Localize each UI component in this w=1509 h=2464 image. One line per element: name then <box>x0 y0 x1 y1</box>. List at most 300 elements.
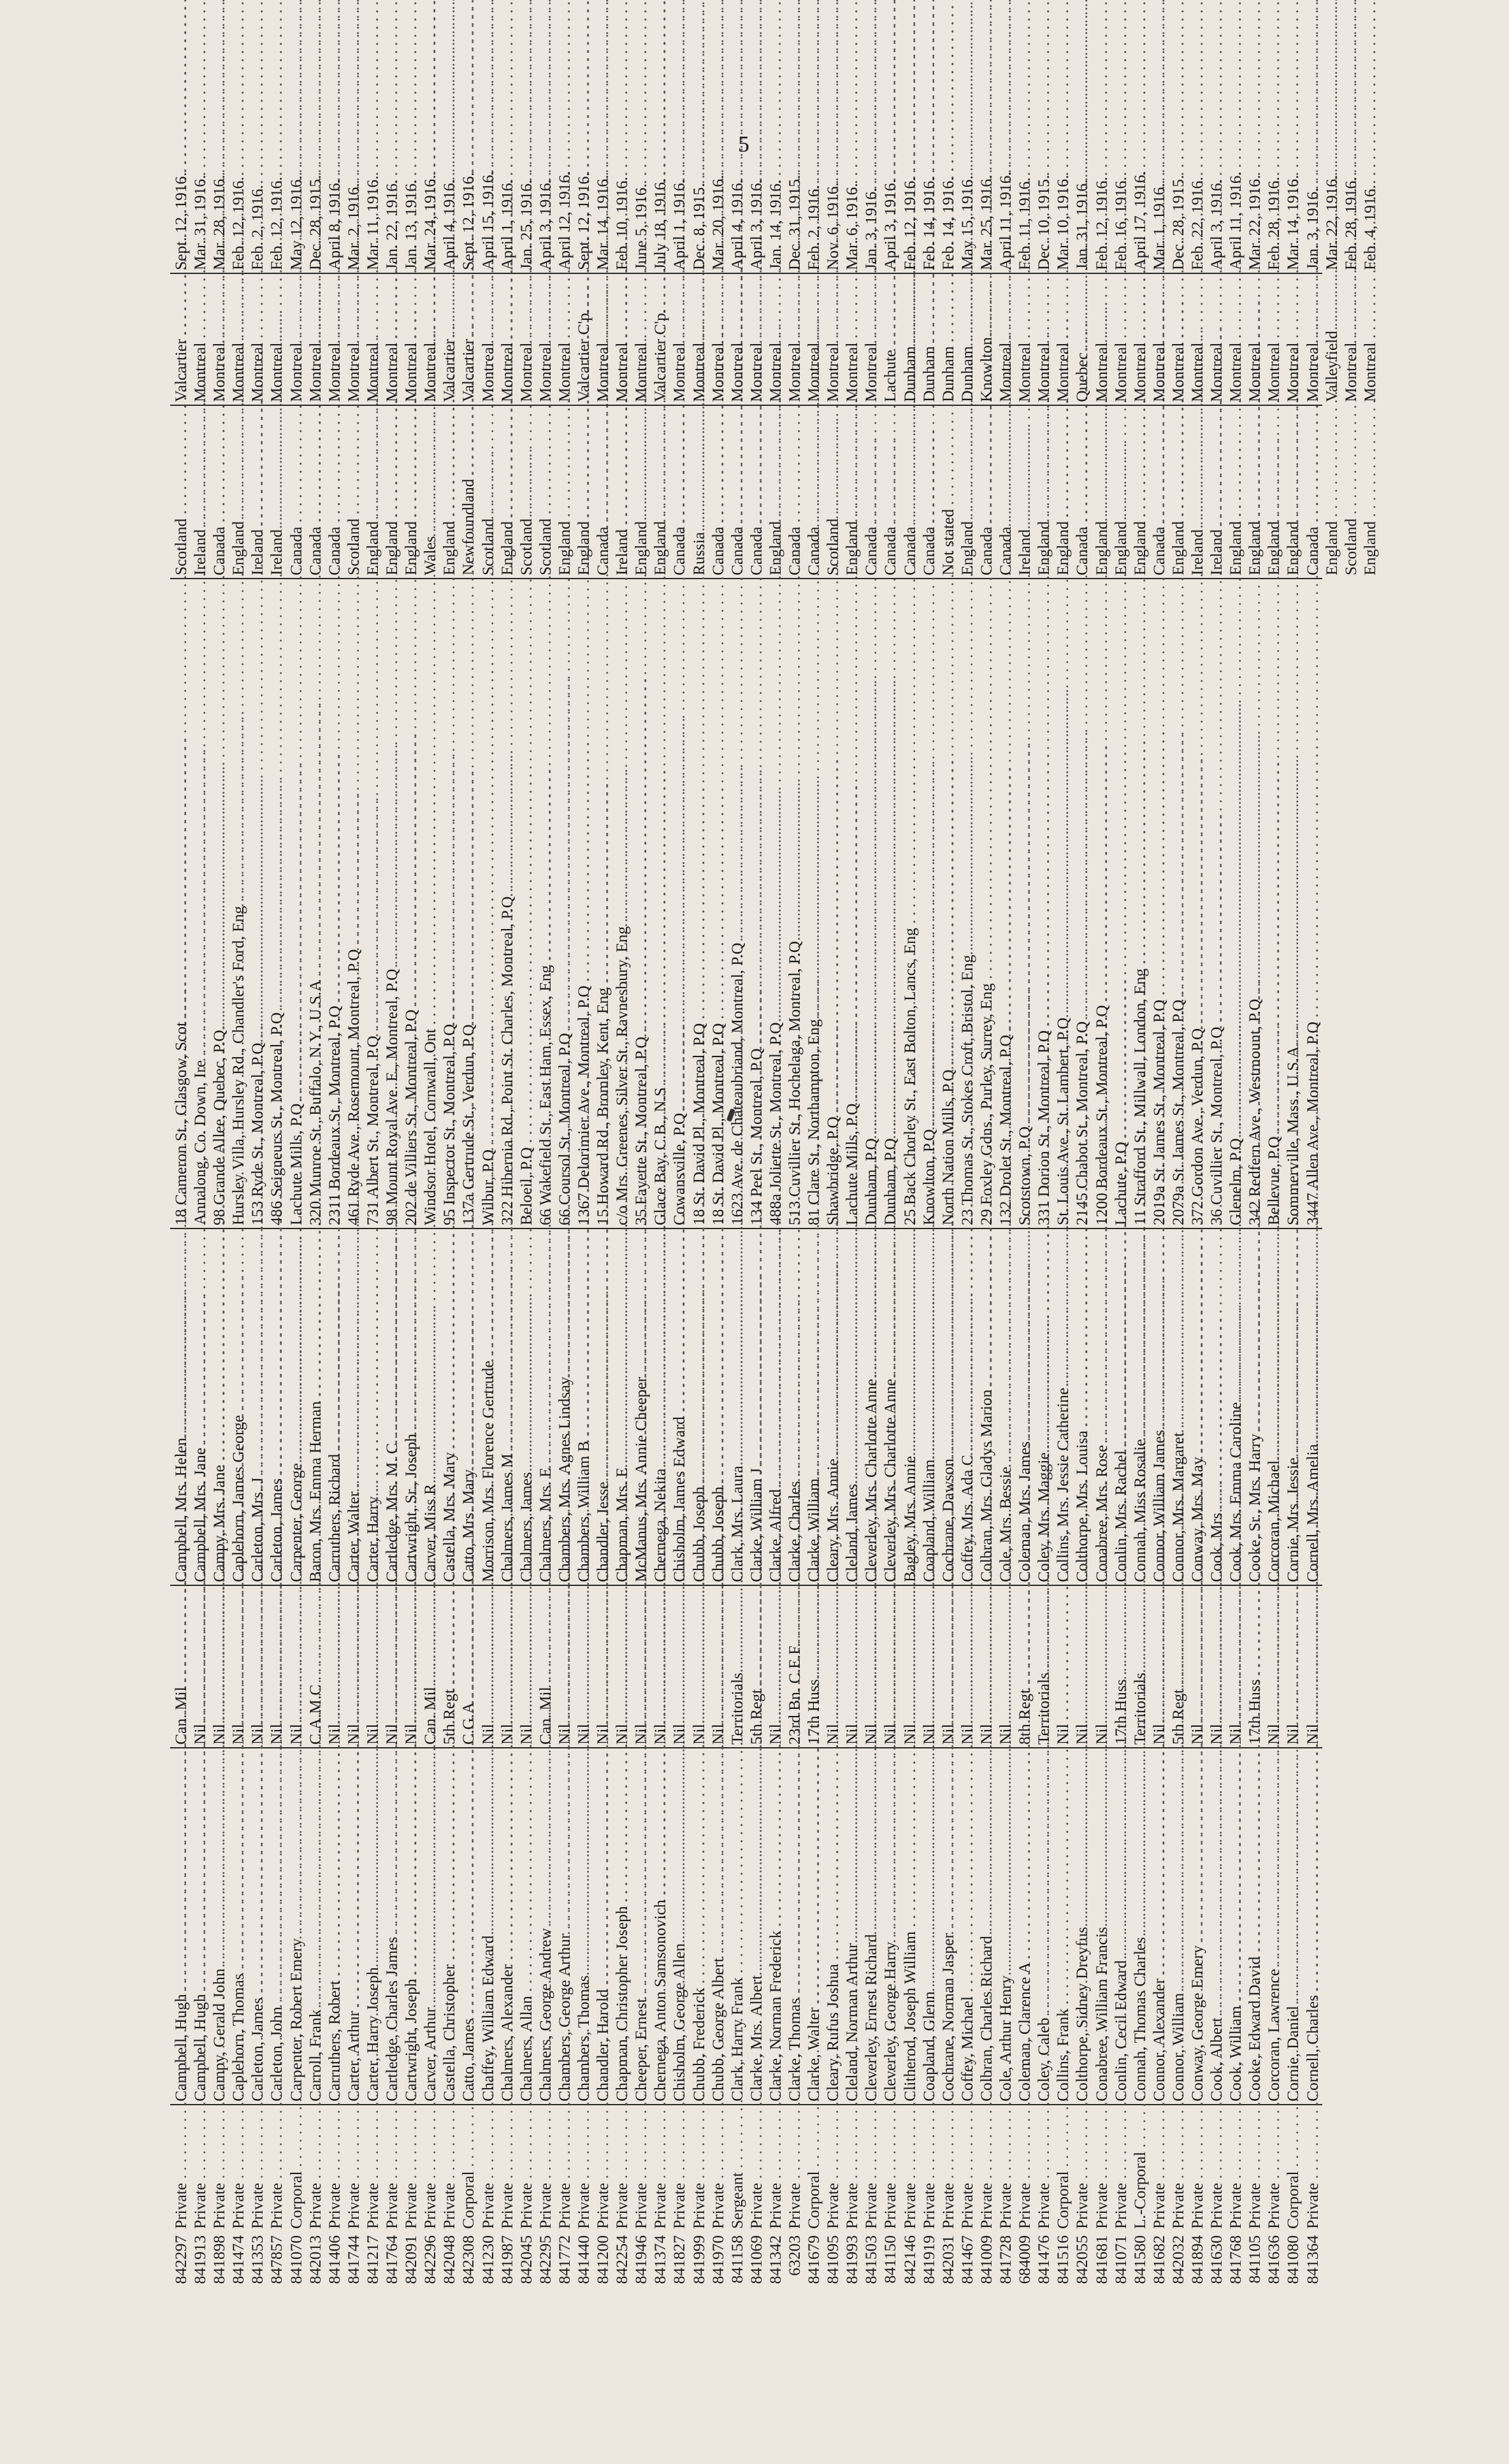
table-cell: Carpenter, George . . . <box>287 1232 306 1582</box>
table-cell: Canada . . . <box>709 408 728 575</box>
table-cell: Nil . . . <box>401 1589 421 1745</box>
table-cell: June 5, 1916. <box>632 184 651 270</box>
table-cell: Clitherod, Joseph William . . . <box>900 1751 920 2101</box>
table-cell: Knowlton, P.Q . . . <box>920 582 939 1225</box>
table-cell: 841772 <box>554 2235 574 2284</box>
table-cell: 841764 <box>382 2235 401 2284</box>
table-cell: Montreal . . . <box>709 277 728 402</box>
table-cell: Carter, Harry . . . <box>363 1232 382 1582</box>
table-cell: Valcartier . . . <box>440 277 459 402</box>
table-cell: Chandler, Harold . . . <box>593 1751 612 2101</box>
table-cell: Territorials . . . <box>728 1589 747 1745</box>
table-cell: Chisholm, James Edward . . . <box>670 1232 689 1582</box>
table-cell: 731 Albert St., Montreal, P.Q . . . <box>363 582 382 1225</box>
table-cell: England . . . <box>958 408 977 575</box>
table-cell: 8th Regt . . . <box>1015 1589 1034 1745</box>
table-cell: Carleton, James . . . <box>248 1751 267 2101</box>
table-cell: Morrison, Mrs. Florence Gertrude . . . <box>479 1232 498 1582</box>
table-cell: Campbell, Hugh . . . <box>171 1751 191 2101</box>
table-cell: Canada . . . <box>287 408 306 575</box>
table-cell: Ireland . . . <box>612 408 632 575</box>
table-cell: 842146 <box>900 2235 919 2284</box>
table-cell: Private . . . <box>421 2108 440 2229</box>
table-cell: Chalmers, George Andrew . . . <box>536 1751 555 2101</box>
table-cell: 1200 Bordeaux St., Montreal, P.Q . . . <box>1092 582 1111 1225</box>
table-cell: Carruthers, Richard . . . <box>325 1232 344 1582</box>
table-cell: Clark, Harry Frank . . . <box>728 1751 747 2101</box>
table-cell: Canada . . . <box>977 408 996 575</box>
table-cell: Private . . . <box>1150 2108 1169 2229</box>
table-cell: Montreal . . . <box>842 277 862 402</box>
table-cell: Wales . . . <box>421 408 440 575</box>
table-cell: 29 Foxley Gdns., Purley, Surrey, Eng . . . <box>977 582 996 1225</box>
table-cell: England . . . <box>498 408 517 575</box>
table-cell: Feb. 12, 1916. <box>900 177 919 270</box>
table-cell: 842032 <box>1168 2235 1187 2284</box>
table-cell: Sept. 12, 1916. <box>171 172 190 270</box>
table-cell: 98 Mount Royal Ave. E., Montreal, P.Q . . . <box>382 582 401 1225</box>
table-cell: Montreal . . . <box>267 277 286 402</box>
table-cell: Campbell, Mrs. Jane . . . <box>191 1232 210 1582</box>
table-cell: 841503 <box>862 2235 881 2284</box>
table-cell: Clarke, Charles . . . <box>785 1232 804 1582</box>
table-cell: Quebec . . . <box>1072 277 1092 402</box>
table-cell: Chalmers, Alexander . . . <box>498 1751 517 2101</box>
table-cell: 841105 <box>1245 2235 1264 2284</box>
table-cell: 842045 <box>516 2235 535 2284</box>
table-cell: 841682 <box>1149 2235 1168 2284</box>
column-address <box>170 578 1322 1228</box>
table-cell: England . . . <box>651 408 670 575</box>
table-cell: 841071 <box>1111 2235 1130 2284</box>
table-cell: England . . . <box>1245 408 1264 575</box>
table-cell: Chubb, George Albert . . . <box>709 1751 728 2101</box>
table-cell: Nil . . . <box>382 1589 401 1745</box>
table-cell: Chubb, Frederick . . . <box>690 1751 709 2101</box>
table-cell: Castella, Mrs. Mary . . . <box>440 1232 459 1582</box>
column-country-of-birth <box>170 405 1379 578</box>
table-cell: Mar. 22, 1916. <box>1322 175 1341 270</box>
table-cell: Montreal . . . <box>210 277 229 402</box>
table-cell: England . . . <box>1283 408 1303 575</box>
table-cell <box>1361 582 1380 1225</box>
table-cell: Private . . . <box>651 2108 670 2229</box>
table-cell: Cooke, Sr., Mrs. Harry . . . <box>1245 1232 1264 1582</box>
table-cell: Mar. 1, 1916. <box>1149 183 1168 270</box>
table-cell: Russia . . . <box>690 408 709 575</box>
table-cell: 134 Peel St., Montreal, P.Q . . . <box>747 582 766 1225</box>
table-cell <box>1361 2235 1380 2290</box>
table-cell: 842308 <box>459 2235 478 2284</box>
table-cell: Castella, Christopher . . . <box>440 1751 459 2101</box>
table-cell: Private . . . <box>229 2108 248 2229</box>
table-cell: Nil . . . <box>517 1589 536 1745</box>
table-cell: Montreal . . . <box>1226 277 1245 402</box>
table-cell: 1367 Delorimier Ave., Montreal, P.Q . . . <box>574 582 593 1225</box>
table-cell: Mar. 31, 1916. <box>191 175 210 270</box>
table-cell: Private . . . <box>1226 2108 1245 2229</box>
table-cell: 488a Joliette St., Montreal, P.Q . . . <box>766 582 785 1225</box>
table-cell: Nil . . . <box>1072 1589 1092 1745</box>
table-cell: Mar. 22, 1916. <box>1245 175 1264 270</box>
table-cell: Private . . . <box>325 2108 344 2229</box>
table-cell: Private . . . <box>709 2108 728 2229</box>
table-cell: Catto, Mrs. Mary . . . <box>459 1232 478 1582</box>
table-cell: 342 Redfern Ave., Westmount, P.Q . . . <box>1245 582 1264 1225</box>
table-cell: Montreal . . . <box>517 277 536 402</box>
table-cell: Carter, Harry Joseph . . . <box>363 1751 382 2101</box>
table-cell: Feb. 22, 1916. <box>1187 177 1206 270</box>
table-cell: Coley, Caleb . . . <box>1034 1751 1053 2101</box>
table-cell: Chalmers, James . . . <box>517 1232 536 1582</box>
table-cell: 841406 <box>324 2235 343 2284</box>
table-cell: Cornell, Charles . . . <box>1303 1751 1322 2101</box>
table-cell: Beloeil, P.Q . . . <box>517 582 536 1225</box>
table-cell: Clarke, William J . . . <box>747 1232 766 1582</box>
table-cell: April 8, 1916. <box>324 178 343 270</box>
table-cell: St. Louis Ave., St. Lambert, P.Q . . . <box>1053 582 1072 1225</box>
table-cell: Cole, Mrs. Bessie . . . <box>996 1232 1015 1582</box>
table-cell: Montreal . . . <box>690 277 709 402</box>
table-cell: Canada . . . <box>996 408 1015 575</box>
table-cell: 15 Howard Rd., Bromley, Kent, Eng . . . <box>593 582 612 1225</box>
table-cell: Scotstown, P.Q . . . <box>1015 582 1034 1225</box>
table-cell <box>1361 2108 1380 2229</box>
table-cell: Canada . . . <box>593 408 612 575</box>
table-cell: Mar. 28, 1916. <box>210 175 229 270</box>
column-next-of-kin <box>170 1228 1322 1585</box>
table-cell: Nil . . . <box>1226 1589 1245 1745</box>
table-cell: Cheeper, Ernest . . . <box>632 1751 651 2101</box>
table-cell: Nil . . . <box>977 1589 996 1745</box>
table-cell: Canada . . . <box>325 408 344 575</box>
table-cell: Dunham, P.Q . . . <box>881 582 900 1225</box>
table-cell: England . . . <box>401 408 421 575</box>
table-cell: Not stated . . . <box>939 408 958 575</box>
table-cell: Private . . . <box>210 2108 229 2229</box>
table-cell: Nil . . . <box>1053 1589 1072 1745</box>
table-cell: England . . . <box>382 408 401 575</box>
table-cell: Clarke, Thomas . . . <box>785 1751 804 2101</box>
table-cell: C.G.A . . . <box>459 1589 478 1745</box>
table-cell: Nil . . . <box>823 1589 842 1745</box>
table-cell: 841636 <box>1264 2235 1283 2284</box>
table-cell: Montreal . . . <box>1361 277 1380 402</box>
table-cell <box>1341 2235 1361 2290</box>
table-cell: Colthorpe, Mrs. Louisa . . . <box>1072 1232 1092 1582</box>
table-cell: 841342 <box>765 2235 784 2284</box>
table-cell: 66 Coursol St., Montreal, P.Q . . . <box>555 582 574 1225</box>
table-cell: Ireland . . . <box>1188 408 1207 575</box>
table-cell: Dec. 28, 1915. <box>1168 175 1187 270</box>
table-cell: Canada . . . <box>1303 408 1322 575</box>
table-cell: Carleton, James . . . <box>267 1232 286 1582</box>
table-cell: Coapland, William . . . <box>920 1232 939 1582</box>
table-cell: Corporal . . . <box>287 2108 306 2229</box>
table-cell: Montreal . . . <box>1283 277 1303 402</box>
table-cell: 841970 <box>708 2235 727 2284</box>
table-cell: Colbran, Charles Richard . . . <box>977 1751 996 2101</box>
table-cell: Jan. 3, 1916. <box>862 187 881 270</box>
table-cell: Dec. 10, 1915. <box>1034 175 1053 270</box>
table-cell: Carver, Arthur . . . <box>421 1751 440 2101</box>
table-cell: 841913 <box>191 2235 210 2284</box>
table-cell: 202 de Villiers St., Montreal, P.Q . . . <box>401 582 421 1225</box>
table-cell: Territorials . . . <box>1130 1589 1150 1745</box>
table-cell: Nil . . . <box>900 1589 920 1745</box>
table-cell: 841999 <box>689 2235 708 2284</box>
table-cell: Private . . . <box>881 2108 900 2229</box>
table-cell: 23rd Bn. C.E.F. . . . <box>785 1589 804 1745</box>
table-cell: Montreal . . . <box>1169 277 1188 402</box>
table-cell: Mar. 6, 1916. <box>842 183 862 270</box>
table-cell: Mar. 20, 1916. <box>708 175 727 270</box>
table-cell: Sept. 12, 1916. <box>574 172 593 270</box>
table-cell: Chambers, Mrs. Agnes Lindsay . . . <box>555 1232 574 1582</box>
table-cell: Private . . . <box>440 2108 459 2229</box>
table-cell: Catto, James . . . <box>459 1751 478 2101</box>
table-cell: Can. Mil . . . <box>171 1589 191 1745</box>
table-cell: Nil . . . <box>1150 1589 1169 1745</box>
table-cell: Baron, Mrs. Emma Herman . . . <box>306 1232 325 1582</box>
table-cell: England . . . <box>1130 408 1150 575</box>
table-cell: Valcartier C'p. . . . <box>574 277 593 402</box>
table-cell: 847857 <box>267 2235 286 2284</box>
table-cell: Sommerville, Mass., U.S.A . . . <box>1283 582 1303 1225</box>
table-cell: Montreal . . . <box>1264 277 1283 402</box>
table-cell: Nil . . . <box>498 1589 517 1745</box>
table-cell: 841230 <box>478 2235 497 2284</box>
table-cell: Chisholm, George Allen . . . <box>670 1751 689 2101</box>
table-cell: Montreal . . . <box>498 277 517 402</box>
table-cell: Nil . . . <box>612 1589 632 1745</box>
table-cell: Nil . . . <box>651 1589 670 1745</box>
table-cell: England . . . <box>1264 408 1283 575</box>
table-cell: Mar. 2, 1916. <box>343 183 363 270</box>
table-cell <box>1361 1751 1380 2101</box>
table-cell: Montreal . . . <box>1111 277 1130 402</box>
table-cell: Cartledge, Mrs. M. C . . . <box>382 1232 401 1582</box>
table-cell: Nil . . . <box>287 1589 306 1745</box>
table-cell: Private . . . <box>612 2108 632 2229</box>
table-cell: 2019a St. James St., Montreal, P.Q . . . <box>1150 582 1169 1225</box>
table-cell: Private . . . <box>344 2108 363 2229</box>
table-cell: Coffey, Michael . . . <box>958 1751 977 2101</box>
table-cell: Jan. 31, 1916. <box>1072 179 1092 270</box>
table-cell: Montreal . . . <box>1092 277 1111 402</box>
table-cell: Private . . . <box>401 2108 421 2229</box>
table-cell: Carleton, Mrs. J . . . <box>248 1232 267 1582</box>
table-cell: Scotland . . . <box>171 408 191 575</box>
table-cell: Nil . . . <box>210 1589 229 1745</box>
table-cell: 331 Dorion St., Montreal, P.Q . . . <box>1034 582 1053 1225</box>
table-cell: Chambers, Thomas . . . <box>574 1751 593 2101</box>
table-cell: 461 Ryde Ave., Rosemount, Montreal, P.Q . . . <box>344 582 363 1225</box>
table-cell: Canada . . . <box>1072 408 1092 575</box>
table-cell: Valcartier . . . <box>459 277 478 402</box>
table-cell: Carpenter, Robert Emery . . . <box>287 1751 306 2101</box>
table-cell: Canada . . . <box>785 408 804 575</box>
table-cell: 17th Huss . . . <box>1245 1589 1264 1745</box>
table-cell: England . . . <box>1092 408 1111 575</box>
table-cell: Dec. 31, 1915. <box>785 175 804 270</box>
table-cell <box>1341 582 1361 1225</box>
table-cell: Nil . . . <box>632 1589 651 1745</box>
table-cell: Nil . . . <box>670 1589 689 1745</box>
table-cell: Private . . . <box>823 2108 842 2229</box>
table-cell: Mar. 11, 1916. <box>363 175 382 270</box>
table-cell: Private . . . <box>1169 2108 1188 2229</box>
table-cell: Nil . . . <box>363 1589 382 1745</box>
nominal-roll-table <box>170 171 1379 2293</box>
table-cell: Montreal . . . <box>1015 277 1034 402</box>
table-cell: 372 Gordon Ave., Verdun, P.Q . . . <box>1188 582 1207 1225</box>
table-cell: Montreal . . . <box>728 277 747 402</box>
table-cell: Dunham . . . <box>939 277 958 402</box>
table-cell: Private . . . <box>1111 2108 1130 2229</box>
table-cell: Clarke, William . . . <box>804 1232 823 1582</box>
table-cell: Cook, William . . . <box>1226 1751 1245 2101</box>
table-cell: Montreal . . . <box>996 277 1015 402</box>
table-cell: Chambers, William B . . . <box>574 1232 593 1582</box>
table-cell: 841353 <box>248 2235 267 2284</box>
table-cell: 841476 <box>1034 2235 1053 2284</box>
table-cell: Private . . . <box>1015 2108 1034 2229</box>
table-cell: Glace Bay, C.B., N.S . . . <box>651 582 670 1225</box>
table-cell: England . . . <box>363 408 382 575</box>
table-cell: Montreal . . . <box>555 277 574 402</box>
table-cell: Montreal . . . <box>862 277 881 402</box>
table-cell: Chalmers, Mrs. E . . . <box>536 1232 555 1582</box>
column-former-unit <box>170 1585 1322 1747</box>
table-cell <box>1322 1589 1341 1745</box>
table-cell: Territorials . . . <box>1034 1589 1053 1745</box>
table-cell: Montreal . . . <box>229 277 248 402</box>
table-cell: Nil . . . <box>479 1589 498 1745</box>
table-cell: Cochrane, Norman Jasper . . . <box>939 1751 958 2101</box>
table-cell: 841467 <box>957 2235 976 2284</box>
table-cell: Montreal . . . <box>287 277 306 402</box>
table-cell: Conway, Mrs. May . . . <box>1188 1232 1207 1582</box>
table-cell: July 18, 1916. <box>651 178 670 270</box>
table-cell: Connah, Miss Rosalie . . . <box>1130 1232 1150 1582</box>
table-cell: Nil . . . <box>1092 1589 1111 1745</box>
table-cell: April 1, 1916. <box>497 178 516 270</box>
table-cell: Sergeant . . . <box>728 2108 747 2229</box>
table-cell: Mar. 14, 1916. <box>1283 175 1303 270</box>
table-cell: Montreal . . . <box>804 277 823 402</box>
table-cell: Feb. 2, 1916. <box>248 185 267 270</box>
table-cell: 98 Grande Allee, Quebec, P.Q . . . <box>210 582 229 1225</box>
table-cell: 3447 Allen Ave., Montreal, P.Q . . . <box>1303 582 1322 1225</box>
table-cell: England . . . <box>1034 408 1053 575</box>
table-cell: April 11, 1916. <box>1226 171 1245 270</box>
table-cell: Ireland . . . <box>1207 408 1226 575</box>
table-cell: Chalmers, James M . . . <box>498 1232 517 1582</box>
table-cell: 841009 <box>976 2235 995 2284</box>
table-cell: Cleverley, George Harry . . . <box>881 1751 900 2101</box>
column-rank <box>170 2104 1322 2231</box>
table-cell: Nil . . . <box>344 1589 363 1745</box>
page-number: 5 <box>738 131 749 157</box>
table-cell: Corporal . . . <box>1283 2108 1303 2229</box>
table-cell: 842091 <box>401 2235 421 2284</box>
table-cell: L.-Corporal . . . <box>1130 2108 1150 2229</box>
table-cell: Clark, Mrs. Laura . . . <box>728 1232 747 1582</box>
table-cell: Carter, Walter . . . <box>344 1232 363 1582</box>
table-cell: Conlin, Cecil Edward . . . <box>1111 1751 1130 2101</box>
table-cell: Nil . . . <box>1264 1589 1283 1745</box>
table-cell: 842297 <box>171 2235 190 2284</box>
table-cell: Coley, Mrs. Maggie . . . <box>1034 1232 1053 1582</box>
table-cell: Conway, George Emery . . . <box>1188 1751 1207 2101</box>
table-cell: 841679 <box>804 2235 823 2284</box>
table-cell: April 3, 1916. <box>881 178 900 270</box>
table-cell: Montreal . . . <box>1053 277 1072 402</box>
table-cell: 841768 <box>1226 2235 1245 2284</box>
table-cell: Nov. 6, 1916. <box>823 182 842 270</box>
table-cell: Montreal . . . <box>248 277 267 402</box>
table-cell: Dec. 8, 1915. <box>689 183 708 270</box>
table-cell: 2145 Chabot St., Montreal, P.Q . . . <box>1072 582 1092 1225</box>
table-cell: Montreal . . . <box>1341 277 1361 402</box>
table-cell: April 3, 1916. <box>746 178 765 270</box>
table-cell: 23 Thomas St., Stokes Croft, Bristol, Eng . . . <box>958 582 977 1225</box>
table-cell: Cartwright, Joseph . . . <box>401 1751 421 2101</box>
table-cell: Chapman, Christopher Joseph . . . <box>612 1751 632 2101</box>
table-cell: Cornell, Mrs. Amelia . . . <box>1303 1232 1322 1582</box>
table-cell: 17th Huss . . . <box>1111 1589 1130 1745</box>
table-cell: Canada . . . <box>210 408 229 575</box>
table-cell: Montreal . . . <box>344 277 363 402</box>
table-cell: 11 Strafford St., Millwall, London, Eng . . . <box>1130 582 1150 1225</box>
table-cell <box>1341 1232 1361 1582</box>
table-cell: Nil . . . <box>574 1589 593 1745</box>
table-cell: Cleverley, Ernest Richard . . . <box>862 1751 881 2101</box>
table-cell: Cleverley, Mrs. Charlotte Anne . . . <box>862 1232 881 1582</box>
table-cell: Private . . . <box>862 2108 881 2229</box>
table-cell: Nil . . . <box>325 1589 344 1745</box>
table-cell <box>1341 1589 1361 1745</box>
table-cell: Private . . . <box>900 2108 920 2229</box>
table-cell: Carter, Arthur . . . <box>344 1751 363 2101</box>
table-cell <box>1322 1232 1341 1582</box>
table-cell: 5th Regt . . . <box>747 1589 766 1745</box>
table-cell <box>1322 1751 1341 2101</box>
table-cell: Ireland . . . <box>1015 408 1034 575</box>
table-cell: Montreal . . . <box>1207 277 1226 402</box>
table-cell: Chernega, Nekita . . . <box>651 1232 670 1582</box>
table-cell: 841095 <box>823 2235 842 2284</box>
table-cell: Chandler, Jesse . . . <box>593 1232 612 1582</box>
table-cell: Feb. 16, 1916. <box>1111 177 1130 270</box>
table-cell: Private . . . <box>977 2108 996 2229</box>
table-cell: Nil . . . <box>191 1589 210 1745</box>
table-cell: Private . . . <box>574 2108 593 2229</box>
column-regimental-number <box>170 2231 1322 2293</box>
table-cell: Feb. 14, 1916. <box>919 177 938 270</box>
table-cell <box>1341 2108 1361 2229</box>
table-cell: England . . . <box>842 408 862 575</box>
table-cell: Montreal . . . <box>401 277 421 402</box>
table-cell: Nil . . . <box>267 1589 286 1745</box>
table-cell: 2079a St. James St., Montreal, P.Q . . . <box>1169 582 1188 1225</box>
table-cell: Chalmers, Allan . . . <box>517 1751 536 2101</box>
table-cell: April 3, 1916. <box>1207 178 1226 270</box>
table-cell: Nil . . . <box>709 1589 728 1745</box>
table-cell: Mar. 10, 1916. <box>1053 175 1072 270</box>
table-cell: Jan. 22, 1916. <box>382 179 401 270</box>
